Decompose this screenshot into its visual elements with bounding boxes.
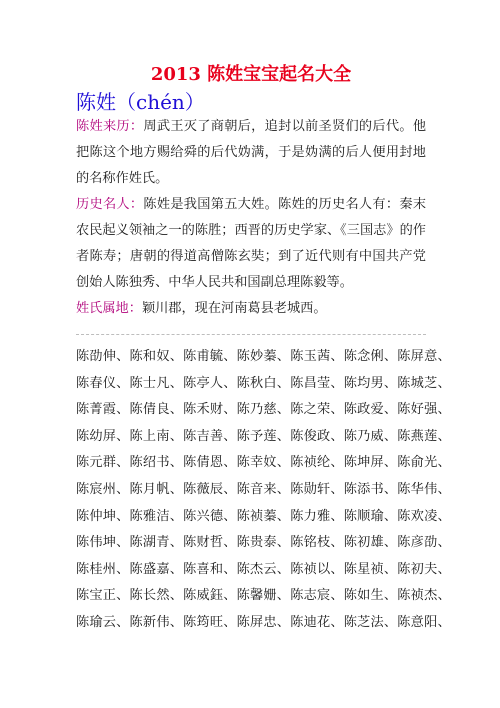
- name-list: [76, 344, 451, 637]
- origin-region-paragraph: [76, 296, 426, 322]
- origin-region-label: 姓氏属地：: [76, 301, 142, 316]
- origin-text: 周武王灭了商朝后，追封以前圣贤们的后代。他把陈这个地方赐给舜的后代妫满，于是妫满的后人便用封地的名称作姓氏。: [76, 119, 427, 186]
- famous-people-paragraph: [76, 192, 426, 296]
- name-row: 陈桂州、陈盛嘉、陈喜和、陈杰云、陈祯以、陈星祯、陈初夫、: [76, 561, 451, 577]
- name-row: 陈幼屏、陈上南、陈吉善、陈予莲、陈俊政、陈乃威、陈燕莲、: [76, 428, 451, 444]
- name-row: 陈菁霞、陈倩良、陈禾财、陈乃慈、陈之荣、陈政爱、陈好强、: [76, 402, 451, 418]
- famous-people-label: 历史名人：: [76, 197, 144, 212]
- name-row: 陈元群、陈绍书、陈倩恩、陈幸妏、陈祯纶、陈坤屏、陈俞光、: [76, 455, 451, 471]
- origin-label: 陈姓来历：: [76, 119, 144, 134]
- name-row: 陈劭伸、陈和奴、陈甫毓、陈妙蓁、陈玉茜、陈念俐、陈屏意、: [76, 349, 451, 364]
- famous-people-text: 陈姓是我国第五大姓。陈姓的历史名人有：秦末农民起义领袖之一的陈胜；西晋的历史学家、《三国志》的作者陈寿；唐朝的得道高僧陈玄奘；到了近代则有中国共产党创始人陈独秀、中华人民共和国副总理陈毅等。: [76, 197, 427, 290]
- origin-region-text: 颖川郡，现在河南葛县老城西。: [141, 301, 327, 316]
- surname-heading: 陈姓（chén）: [76, 90, 205, 114]
- origin-paragraph: [76, 114, 426, 192]
- name-row: 陈宸州、陈月帆、陈薇辰、陈音来、陈勋轩、陈添书、陈华伟、: [76, 481, 451, 497]
- document-title: 2013 陈姓宝宝起名大全: [150, 64, 352, 85]
- dashed-divider: [76, 334, 426, 335]
- name-row: 陈春仪、陈士凡、陈亭人、陈秋白、陈昌莹、陈均男、陈城芝、: [76, 375, 451, 391]
- name-row: 陈伟坤、陈湖青、陈财哲、陈贵泰、陈铭枝、陈初雄、陈彦劭、: [76, 535, 451, 551]
- name-row: 陈宝正、陈长然、陈威鈺、陈馨姗、陈志宸、陈如生、陈祯杰、: [76, 588, 451, 604]
- name-row: 陈瑜云、陈新伟、陈筠旺、陈屏忠、陈迪花、陈芝法、陈意阳、: [76, 614, 451, 630]
- name-row: 陈仲坤、陈雅洁、陈兴德、陈祯蓁、陈力雅、陈顺瑜、陈欢凌、: [76, 508, 451, 524]
